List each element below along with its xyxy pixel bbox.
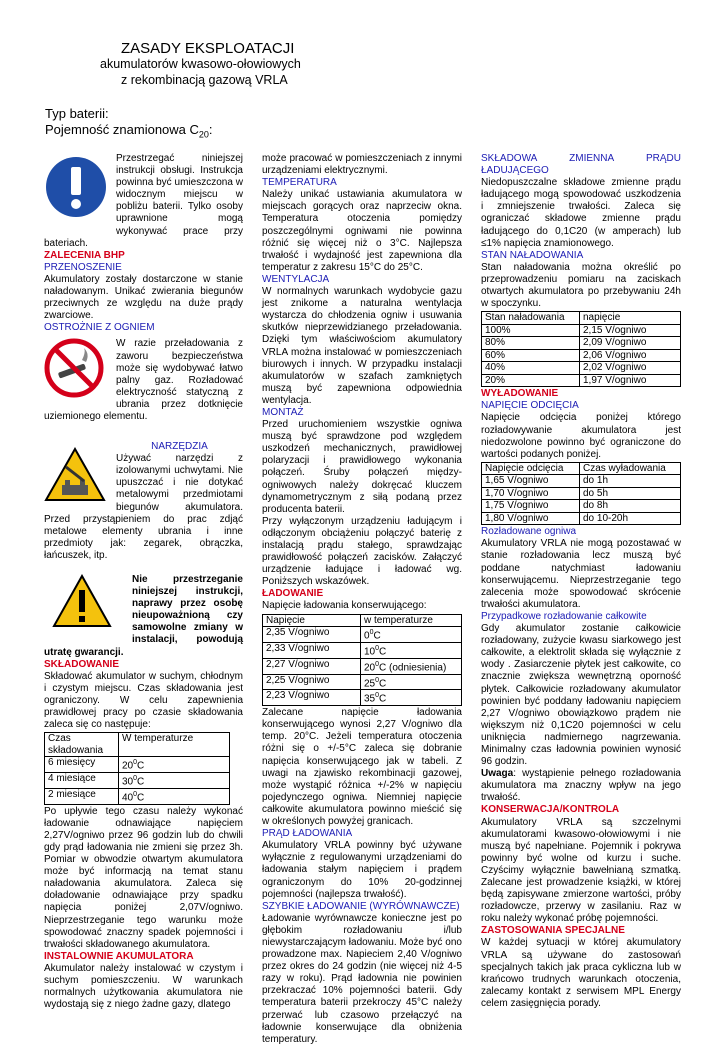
table-header-cell: Napięcie odcięcia — [482, 462, 580, 475]
warranty-warning: Nie przestrzeganie niniejszej instrukcji, naprawy przez osobę nieupoważnioną czy samowolne zmiany w instalacji, powodują utratę gwarancji. — [44, 574, 243, 658]
install-text-cont: może pracować w pomieszczeniach z innymi urządzeniami elektrycznymi. — [262, 153, 462, 177]
battery-info — [45, 106, 213, 143]
table-cell: do 5h — [580, 487, 681, 500]
table-cell: $0^0C$ — [361, 627, 462, 643]
table-row — [482, 475, 681, 488]
mounting-text: Przed uruchomieniem wszystkie ogniwa muszą być sprawdzone pod względem uszkodzeń mechanicznych, prawidłowej polaryzacji i prawidłowego wykonania połączeń. Śruby połączeń między-ogniwowych należy dokręcać kluczem dynamometrycznym z siłą podaną przez producenta baterii. — [262, 419, 462, 515]
table-row — [45, 788, 230, 804]
table-cell: 100% — [482, 324, 580, 337]
table-cell: 2,25 V/ogniwo — [263, 674, 361, 690]
table-cell: 4 miesiące — [45, 773, 119, 789]
maintenance-heading: KONSERWACJA/KONTROLA — [481, 804, 620, 816]
table-cell: $40^0C$ — [119, 788, 230, 804]
no-open-flame-icon — [44, 338, 108, 400]
mounting-heading: MONTAŻ — [262, 406, 304, 418]
current-heading: PRĄD ŁADOWANIA — [262, 828, 353, 840]
table-cell: 1,65 V/ogniwo — [482, 475, 580, 488]
table-header-cell: napięcie — [580, 312, 681, 325]
table-header-cell: W temperaturze — [119, 733, 230, 757]
table-row — [263, 690, 462, 706]
special-heading: ZASTOSOWANIA SPECJALNE — [481, 925, 625, 937]
table-cell: 2,02 V/ogniwo — [580, 362, 681, 375]
discharged-cells-text: Akumulatory VRLA nie mogą pozostawać w stanie rozładowania lecz muszą być poddane natychmiast ładowaniu konserwującemu. Nieprzestrzeganie tego zalecenia może spowodować skrócenie trwałości akumulatora. — [481, 538, 681, 610]
table-cell: 1,97 V/ogniwo — [580, 374, 681, 387]
table-cell: do 10-20h — [580, 512, 681, 525]
state-heading: STAN NAŁADOWANIA — [481, 249, 584, 261]
table-row — [263, 658, 462, 674]
table-cell: 2,09 V/ogniwo — [580, 337, 681, 350]
table-row — [482, 487, 681, 500]
table-row — [482, 500, 681, 513]
table-row — [482, 324, 681, 337]
state-text: Stan naładowania można określić po przeprowadzeniu pomiaru na zaciskach otwartych akumulatora po przebywaniu 24h w spoczynku. — [481, 261, 681, 310]
table-cell: do 1h — [580, 475, 681, 488]
cutoff-text: Napięcie odcięcia poniżej którego rozładowywanie akumulatora jest niedozwolone powinno być ograniczone do wartości podanych poniżej. — [481, 412, 681, 460]
ventilation-text: W normalnych warunkach wydobycie gazu jest znikome a naturalna wentylacja wystarcza do chłodzenia ogniw i usuwania skutków nieprzewidzianego przeładowania. Dzięki tym właściwościom akumulatory VRLA można instalować w pomieszczeniach biurowych i innych. W przypadku instalacji akumulatorów w szafach zamkniętych muszą być zapewniona odpowiednia wentylacja. — [262, 286, 462, 406]
table-cell: do 8h — [580, 500, 681, 513]
tools-heading: NARZĘDZIA — [151, 441, 208, 453]
table-cell: 2,35 V/ogniwo — [263, 627, 361, 643]
tool-warning-icon — [44, 447, 108, 509]
table-cell: 6 miesięcy — [45, 757, 119, 773]
table-cell: 2,06 V/ogniwo — [580, 349, 681, 362]
temperature-heading: TEMPERATURA — [262, 177, 337, 189]
fire-text: W razie przeładowania z zaworu bezpieczeństwa może się wydobywać łatwo palny gaz. Rozładować elektryczność statyczną z ubrania przez dotknięcie uziemionego elementu. — [44, 338, 243, 422]
storage-text-2: Po upływie tego czasu należy wykonać ładowanie odnawiające napięciem 2,27V/ogniwo przez 96 godzin lub do chwili gdy prąd ładowania nie zmieni się przez 3h. Pomiar w obwodzie otwartym akumulatora może być informacją na temat stanu naładowania akumulatora. Zaleca się doładowanie odnawiające przy spadku napięcia poniżej 2,07V/ogniwo. Nieprzestrzeganie tego warunku może spowodować znaczny spadek pojemności i trwałości składowanego akumulatora. — [44, 805, 243, 950]
table-row — [482, 362, 681, 375]
charging-table — [262, 614, 462, 707]
current-text: Akumulatory VRLA powinny być używane wyłącznie z regulowanymi urządzeniami do ładowania stałym napięciem i prądem ograniczonym do 10% 20-godzinnej pojemności (najlepsza trwałość). — [262, 840, 462, 900]
table-cell: 80% — [482, 337, 580, 350]
column-1 — [44, 153, 243, 1011]
bhp-heading: ZALECENIA BHP — [44, 249, 125, 261]
special-text: W każdej sytuacji w której akumulatory VRLA są używane do zastosowań specjalnych takich jak praca cykliczna lub w krańcowo trudnych warunkach otoczenia, zalecamy kontakt z serwisem MPL Energy celem zasięgnięcia porady. — [481, 937, 681, 1009]
storage-heading: SKŁADOWANIE — [44, 658, 119, 670]
table-row — [45, 757, 230, 773]
install-text: Akumulator należy instalować w czystym i suchym pomieszczeniu. W warunkach normalnych użytkowania akumulatora nie wydostają się z niego żadne gazy, dlatego — [44, 962, 243, 1011]
cutoff-heading: NAPIĘCIE ODCIĘCIA — [481, 400, 579, 412]
table-cell: 2 miesiące — [45, 788, 119, 804]
table-header-row — [482, 312, 681, 325]
info-icon — [44, 153, 108, 229]
table-cell: 40% — [482, 362, 580, 375]
table-header-cell: Czas wyładowania — [580, 462, 681, 475]
tools-text: Używać narzędzi z izolowanymi uchwytami. Nie upuszczać i nie dotykać metalowymi przedmiotami biegunów akumulatora. Przed przystąpieniem do prac zdjąć metalowe elementy ubrania i inne przedmioty jak: zegarek, obrączka, łańcuszek, itp. — [44, 453, 243, 561]
table-header-cell: Stan naładowania — [482, 312, 580, 325]
fire-heading: OSTROŻNIE Z OGNIEM — [44, 322, 155, 334]
note-text: : wystąpienie pełnego rozładowania akumulatora ma znaczny wpływ na jego trwałość. — [481, 768, 681, 804]
table-cell: 60% — [482, 349, 580, 362]
table-cell: 2,33 V/ogniwo — [263, 642, 361, 658]
table-cell: $20^0C$ (odniesienia) — [361, 658, 462, 674]
table-cell: $10^0C$ — [361, 642, 462, 658]
table-row — [263, 642, 462, 658]
warning-triangle-icon — [44, 574, 124, 640]
table-header-cell: Czas składowania — [45, 733, 119, 757]
note-label: Uwaga — [481, 768, 514, 780]
transport-heading: PRZENOSZENIE — [44, 261, 122, 273]
table-cell: $30^0C$ — [119, 773, 230, 789]
table-row — [482, 374, 681, 387]
ripple-text: Niedopuszczalne składowe zmienne prądu ładującego mogą spowodować uszkodzenia i zmniejszenie trwałości. Zaleca się ograniczać składowe zmienne prądu ładującego do 0,1C20 (w amperach) lub ≤1% napięcia znamionowego. — [481, 177, 681, 249]
table-cell: 2,15 V/ogniwo — [580, 324, 681, 337]
document-subtitle-1: akumulatorów kwasowo-ołowiowych — [100, 57, 301, 71]
table-row — [482, 512, 681, 525]
charging-subheading: Napięcie ładowania konserwującego: — [262, 600, 427, 612]
full-discharge-text: Gdy akumulator zostanie całkowicie rozładowany, zużycie kwasu siarkowego jest całkowite, a elektrolit składa się wyłącznie z wody . Zasiarczenie płytek jest całkowite, co znacznie zwiększa wewnętrzną oporność płytek. Całkowicie rozładowany akumulator powinien być poddany ładowaniu napięciem 2,27 V/ogniwo obowiązkowo prądem nie większym niż 0,1C20 pojemności w celu uniknięcia nadmiernego nagrzewania. Minimalny czas ładownia powinien wynosić 96 godzin. — [481, 623, 681, 768]
install-heading: INSTALOWNIE AKUMULATORA — [44, 950, 194, 962]
battery-capacity-label: Pojemność znamionowa $C_{20}$: — [45, 122, 213, 140]
maintenance-text: Akumulatory VRLA są szczelnymi akumulatorami kwasowo-ołowiowymi i nie muszą być napełniane. Pojemnik i pokrywa powinny być wolne od kurzu i suche. Czyścimy wyłącznie bawełnianą szmatką. Zalecane jest prowadzenie książki, w której będą zapisywane zmierzone wartości, próby rozładowcze, przerwy w zasilaniu. Raz w roku należy wykonać próbę pojemności. — [481, 816, 681, 925]
intro-text: Przestrzegać niniejszej instrukcji obsługi. Instrukcja powinna być umieszczona w widocznym miejscu w pobliżu baterii. Tylko osoby uprawnione mogą wykonywać prace przy bateriach. — [44, 153, 243, 249]
ripple-heading: SKŁADOWA ZMIENNA PRĄDU ŁADUJĄCEGO — [481, 153, 681, 177]
table-cell: 2,23 V/ogniwo — [263, 690, 361, 706]
document-title: ZASADY EKSPLOATACJI — [121, 40, 295, 57]
table-header-cell: w temperaturze — [361, 614, 462, 627]
table-cell: $35^0C$ — [361, 690, 462, 706]
fast-charge-heading: SZYBKIE ŁADOWANIE (WYRÓWNAWCZE) — [262, 900, 460, 912]
table-row — [263, 627, 462, 643]
table-row — [482, 337, 681, 350]
document-subtitle-2: z rekombinacją gazową VRLA — [121, 73, 288, 87]
column-2 — [262, 153, 462, 1046]
table-cell: $25^0C$ — [361, 674, 462, 690]
mounting-text-2: Przy wyłączonym urządzeniu ładującym i odłączonym obciążeniu połączyć baterię z instalacją prądu stałego, sprawdzając prawidłowość połączeń zacisków. Załączyć urządzenie ładujące i ładować wg. Poniższych wskazówek. — [262, 515, 462, 588]
table-cell: $20^0C$ — [119, 757, 230, 773]
full-discharge-heading: Przypadkowe rozładowanie całkowite — [481, 610, 647, 622]
discharge-heading: WYŁADOWANIE — [481, 388, 559, 400]
ventilation-heading: WENTYLACJA — [262, 273, 330, 285]
table-cell: 1,70 V/ogniwo — [482, 487, 580, 500]
table-cell: 1,75 V/ogniwo — [482, 500, 580, 513]
table-row — [482, 349, 681, 362]
table-row — [45, 773, 230, 789]
storage-table — [44, 732, 230, 804]
table-cell: 20% — [482, 374, 580, 387]
charging-heading: ŁADOWANIE — [262, 588, 324, 600]
storage-text: Składować akumulator w suchym, chłodnym i czystym miejscu. Czas składowania jest ograniczony. W celu zapewnienia prawidłowej pracy po czasie składowania zaleca się co następuje: — [44, 670, 243, 731]
state-table — [481, 311, 681, 387]
table-cell: 1,80 V/ogniwo — [482, 512, 580, 525]
temperature-text: Należy unikać ustawiania akumulatora w miejscach gorących oraz naprzeciw okna. Temperatura otoczenia pomiędzy poszczególnymi ogniwami nie powinna różnić się więcej niż o 3°C. Najlepsza trwałość i wydajność jest zapewniona dla temperatur z zakresu 15°C do 25°C. — [262, 189, 462, 273]
transport-text: Akumulatory zostały dostarczone w stanie naładowanym. Unikać zwierania biegunów przeciwnych ze względu na duże prądy zwarciowe. — [44, 273, 243, 322]
fast-charge-text: Ładowanie wyrównawcze konieczne jest po głębokim rozładowaniu i/lub niewystarczającym ładowaniu. Może być ono prowadzone max. Napieciem 2,40 V/ogniwo przez okres do 24 godzin (nie więcej niż 4-5 razy w roku). Prąd ładownia nie powinien przekraczać 10% pojemności baterii. Gdy temperatura baterii przekroczy 45°C należy przerwać lub czasowo przełączyć na ładownie konserwujące dla obniżenia temperatury. — [262, 912, 462, 1045]
table-row — [263, 674, 462, 690]
table-header-row — [45, 733, 230, 757]
battery-type-label: Typ baterii: — [45, 106, 109, 121]
discharged-cells-heading: Rozładowane ogniwa — [481, 526, 577, 538]
table-header-cell: Napięcie — [263, 614, 361, 627]
note-paragraph — [481, 768, 681, 804]
column-3 — [481, 153, 681, 1010]
table-header-row — [263, 614, 462, 627]
cutoff-table — [481, 462, 681, 526]
charging-text: Zalecane napięcie ładowania konserwującego wynosi 2,27 V/ogniwo dla temp. 20°C. Jeżeli temperatura otoczenia różni się o +/-5°C zaleca się dobranie napięcia konserwującego jak w tabeli. Z uwagi na zjawisko rekombinacji gazowej, może wystąpić różnica +/-2% w napięciu pojedynczego ogniwa. Niemniej napięcie całkowite akumulatora powinno mieścić się w określonych powyżej granicach. — [262, 707, 462, 828]
table-header-row — [482, 462, 681, 475]
table-cell: 2,27 V/ogniwo — [263, 658, 361, 674]
